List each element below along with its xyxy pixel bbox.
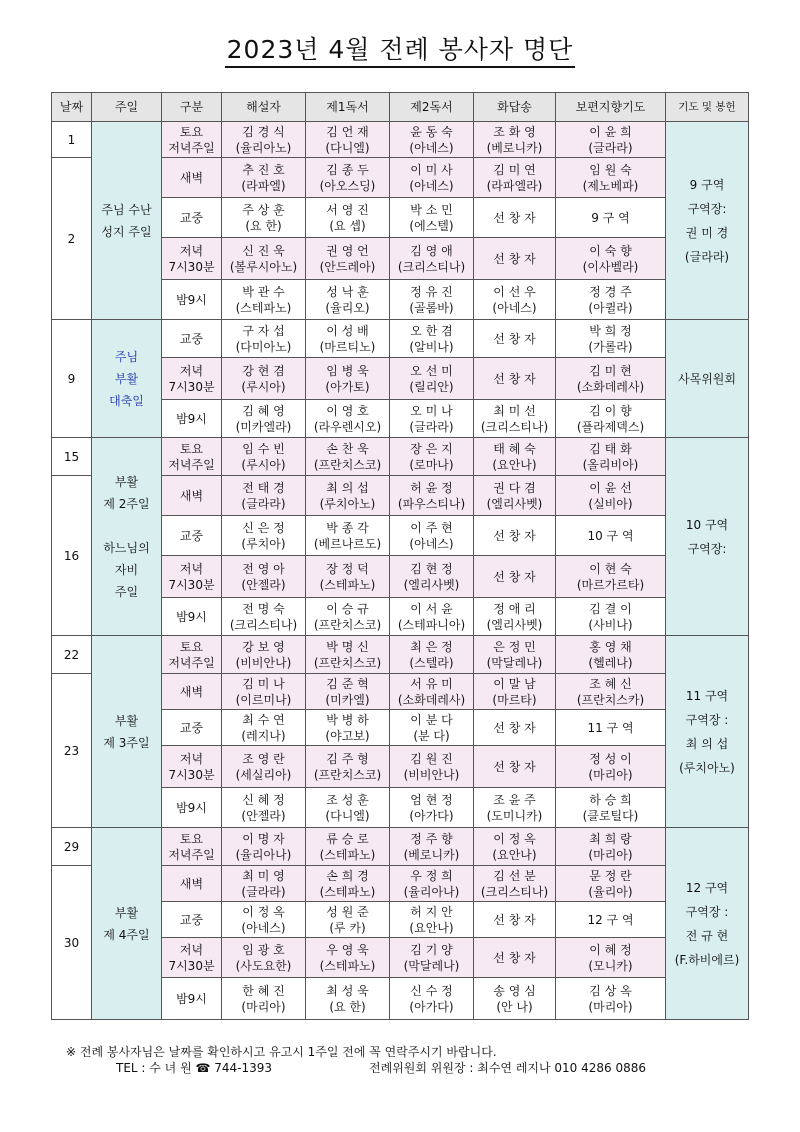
volunteer-cell: 임 광 호 (사도요한): [222, 938, 306, 978]
volunteer-cell: 구 자 섭 (다미아노): [222, 320, 306, 358]
volunteer-cell: 김 미 나 (이르미나): [222, 674, 306, 710]
service-type-cell: 교중: [162, 198, 222, 238]
sunday-cell: 부활 제 4주일: [92, 828, 162, 1020]
volunteer-cell: 최 수 연 (레지나): [222, 710, 306, 746]
service-type-cell: 새벽: [162, 476, 222, 516]
volunteer-cell: 서 유 미 (소화데레사): [390, 674, 474, 710]
volunteer-cell: 최 미 선 (크리스티나): [474, 400, 556, 438]
volunteer-cell: 이 윤 희 (글라라): [556, 122, 666, 158]
volunteer-cell: 우 영 욱 (스테파노): [306, 938, 390, 978]
volunteer-cell: 김 영 애 (크리스티나): [390, 238, 474, 280]
header-row: [52, 93, 749, 122]
volunteer-cell: 이 선 우 (아네스): [474, 280, 556, 320]
volunteer-cell: 조 윤 주 (도미니카): [474, 788, 556, 828]
volunteer-cell: 김 결 이 (사비나): [556, 598, 666, 636]
volunteer-cell: 손 희 경 (스테파노): [306, 866, 390, 902]
volunteer-cell: 신 혜 정 (안젤라): [222, 788, 306, 828]
volunteer-cell: 이 승 규 (프란치스코): [306, 598, 390, 636]
volunteer-cell: 정 애 리 (엘리사벳): [474, 598, 556, 636]
service-type-cell: 밤9시: [162, 598, 222, 636]
volunteer-cell: 성 낙 훈 (율리오): [306, 280, 390, 320]
volunteer-cell: 김 이 향 (플라제덱스): [556, 400, 666, 438]
volunteer-cell: 김 기 양 (막달레나): [390, 938, 474, 978]
table-row: [52, 636, 749, 674]
volunteer-cell: 이 정 옥 (아네스): [222, 902, 306, 938]
offering-cell: 12 구역 구역장 : 전 규 현 (F.하비에르): [666, 828, 749, 1020]
volunteer-cell: 선 창 자: [474, 902, 556, 938]
volunteer-cell: 선 창 자: [474, 358, 556, 400]
volunteer-cell: 우 정 희 (율리아나): [390, 866, 474, 902]
volunteer-cell: 권 영 언 (안드레아): [306, 238, 390, 280]
volunteer-cell: 전 태 경 (글라라): [222, 476, 306, 516]
service-type-cell: 저녁 7시30분: [162, 938, 222, 978]
service-type-cell: 새벽: [162, 674, 222, 710]
volunteer-cell: 이 정 옥 (요안나): [474, 828, 556, 866]
service-type-cell: 교중: [162, 902, 222, 938]
schedule-body: [52, 122, 749, 1020]
volunteer-cell: 이 분 다 (분 다): [390, 710, 474, 746]
volunteer-cell: 최 의 섭 (루치아노): [306, 476, 390, 516]
date-cell: 15: [52, 438, 92, 476]
volunteer-cell: 김 미 현 (소화데레사): [556, 358, 666, 400]
volunteer-cell: 김 태 화 (올리비아): [556, 438, 666, 476]
volunteer-cell: 이 말 남 (마르타): [474, 674, 556, 710]
header-cell: 주일: [92, 93, 162, 122]
volunteer-cell: 12 구 역: [556, 902, 666, 938]
volunteer-cell: 김 현 정 (엘리사벳): [390, 556, 474, 598]
volunteer-cell: 하 승 희 (클로틸다): [556, 788, 666, 828]
volunteer-cell: 박 명 신 (프란치스코): [306, 636, 390, 674]
volunteer-cell: 박 소 민 (에스텔): [390, 198, 474, 238]
table-row: [52, 828, 749, 866]
volunteer-cell: 선 창 자: [474, 238, 556, 280]
volunteer-cell: 손 찬 욱 (프란치스코): [306, 438, 390, 476]
header-cell: 제1독서: [306, 93, 390, 122]
service-type-cell: 새벽: [162, 866, 222, 902]
table-row: [52, 320, 749, 358]
volunteer-cell: 선 창 자: [474, 516, 556, 556]
volunteer-cell: 조 성 훈 (다니엘): [306, 788, 390, 828]
volunteer-cell: 선 창 자: [474, 710, 556, 746]
volunteer-cell: 이 서 윤 (스테파니아): [390, 598, 474, 636]
volunteer-cell: 오 미 나 (글라라): [390, 400, 474, 438]
volunteer-cell: 주 상 훈 (요 한): [222, 198, 306, 238]
volunteer-cell: 최 희 랑 (마리아): [556, 828, 666, 866]
volunteer-cell: 김 언 재 (다니엘): [306, 122, 390, 158]
volunteer-cell: 선 창 자: [474, 556, 556, 598]
header-cell: 구분: [162, 93, 222, 122]
volunteer-cell: 9 구 역: [556, 198, 666, 238]
volunteer-cell: 김 종 두 (아오스딩): [306, 158, 390, 198]
schedule-table: [51, 92, 749, 1020]
table-row: [52, 438, 749, 476]
volunteer-cell: 김 혜 영 (미카엘라): [222, 400, 306, 438]
service-type-cell: 저녁 7시30분: [162, 556, 222, 598]
volunteer-cell: 태 혜 숙 (요안나): [474, 438, 556, 476]
volunteer-cell: 이 윤 선 (실비아): [556, 476, 666, 516]
table-row: [52, 122, 749, 158]
volunteer-cell: 선 창 자: [474, 746, 556, 788]
footer-chair: 전례위원회 위원장 : 최수연 레지나 010 4286 0886: [369, 1061, 647, 1075]
volunteer-cell: 김 원 진 (비비안나): [390, 746, 474, 788]
header-cell: 해설자: [222, 93, 306, 122]
date-cell: 29: [52, 828, 92, 866]
date-cell: 30: [52, 866, 92, 1020]
volunteer-cell: 최 미 영 (글라라): [222, 866, 306, 902]
volunteer-cell: 신 수 정 (아가다): [390, 978, 474, 1020]
header-cell: 기도 및 봉헌: [666, 93, 749, 122]
date-cell: 16: [52, 476, 92, 636]
volunteer-cell: 박 관 수 (스테파노): [222, 280, 306, 320]
volunteer-cell: 김 미 연 (라파엘라): [474, 158, 556, 198]
sunday-cell: 부활 제 2주일 하느님의 자비 주일: [92, 438, 162, 636]
volunteer-cell: 정 주 향 (베로니카): [390, 828, 474, 866]
volunteer-cell: 김 상 옥 (마리아): [556, 978, 666, 1020]
volunteer-cell: 전 명 숙 (크리스티나): [222, 598, 306, 636]
volunteer-cell: 강 현 겸 (루시아): [222, 358, 306, 400]
volunteer-cell: 전 영 아 (안젤라): [222, 556, 306, 598]
volunteer-cell: 류 승 로 (스테파노): [306, 828, 390, 866]
volunteer-cell: 추 진 호 (라파엘): [222, 158, 306, 198]
volunteer-cell: 조 화 영 (베로니카): [474, 122, 556, 158]
footer-note: ※ 전례 봉사자님은 날짜를 확인하시고 유고시 1주일 전에 꼭 연락주시기 바랍니다.: [66, 1045, 497, 1059]
volunteer-cell: 김 주 형 (프란치스코): [306, 746, 390, 788]
volunteer-cell: 선 창 자: [474, 320, 556, 358]
volunteer-cell: 서 영 진 (요 셉): [306, 198, 390, 238]
service-type-cell: 교중: [162, 710, 222, 746]
volunteer-cell: 권 다 겸 (엘리사벳): [474, 476, 556, 516]
volunteer-cell: 임 원 숙 (제노베파): [556, 158, 666, 198]
volunteer-cell: 신 은 정 (루치아): [222, 516, 306, 556]
volunteer-cell: 장 정 덕 (스테파노): [306, 556, 390, 598]
service-type-cell: 밤9시: [162, 280, 222, 320]
service-type-cell: 저녁 7시30분: [162, 238, 222, 280]
volunteer-cell: 허 윤 정 (파우스티나): [390, 476, 474, 516]
service-type-cell: 토요 저녁주일: [162, 438, 222, 476]
service-type-cell: 교중: [162, 516, 222, 556]
volunteer-cell: 이 숙 향 (이사벨라): [556, 238, 666, 280]
header-cell: 날짜: [52, 93, 92, 122]
offering-cell: 11 구역 구역장 : 최 의 섭 (루치아노): [666, 636, 749, 828]
page-title-wrap: [0, 30, 800, 66]
volunteer-cell: 은 정 민 (막달레나): [474, 636, 556, 674]
offering-cell: 10 구역 구역장:: [666, 438, 749, 636]
volunteer-cell: 송 영 심 (안 나): [474, 978, 556, 1020]
date-cell: 2: [52, 158, 92, 320]
volunteer-cell: 김 경 식 (율리아노): [222, 122, 306, 158]
service-type-cell: 저녁 7시30분: [162, 358, 222, 400]
volunteer-cell: 이 영 호 (라우렌시오): [306, 400, 390, 438]
volunteer-cell: 신 진 욱 (볼루시아노): [222, 238, 306, 280]
service-type-cell: 밤9시: [162, 978, 222, 1020]
volunteer-cell: 선 창 자: [474, 938, 556, 978]
header-cell: 보편지향기도: [556, 93, 666, 122]
date-cell: 22: [52, 636, 92, 674]
sunday-cell: 주님 부활 대축일: [92, 320, 162, 438]
volunteer-cell: 성 원 준 (루 카): [306, 902, 390, 938]
volunteer-cell: 홍 영 채 (헬레나): [556, 636, 666, 674]
sunday-cell: 부활 제 3주일: [92, 636, 162, 828]
volunteer-cell: 정 유 진 (골롬바): [390, 280, 474, 320]
service-type-cell: 교중: [162, 320, 222, 358]
header-cell: 화답송: [474, 93, 556, 122]
volunteer-cell: 이 명 자 (율리아나): [222, 828, 306, 866]
volunteer-cell: 11 구 역: [556, 710, 666, 746]
page-title: 2023년 4월 전례 봉사자 명단: [225, 35, 576, 68]
sunday-cell: 주님 수난 성지 주일: [92, 122, 162, 320]
volunteer-cell: 엄 현 정 (아가다): [390, 788, 474, 828]
date-cell: 9: [52, 320, 92, 438]
volunteer-cell: 오 한 겸 (알비나): [390, 320, 474, 358]
footer-tel: TEL : 수 녀 원 ☎ 744-1393: [116, 1061, 273, 1075]
volunteer-cell: 허 지 안 (요안나): [390, 902, 474, 938]
service-type-cell: 밤9시: [162, 788, 222, 828]
volunteer-cell: 박 종 각 (베르나르도): [306, 516, 390, 556]
volunteer-cell: 김 준 혁 (미카엘): [306, 674, 390, 710]
volunteer-cell: 이 주 현 (아네스): [390, 516, 474, 556]
volunteer-cell: 박 병 하 (야고보): [306, 710, 390, 746]
service-type-cell: 토요 저녁주일: [162, 636, 222, 674]
volunteer-cell: 윤 동 숙 (아네스): [390, 122, 474, 158]
volunteer-cell: 조 영 란 (세실리아): [222, 746, 306, 788]
volunteer-cell: 김 선 분 (크리스티나): [474, 866, 556, 902]
offering-cell: 9 구역 구역장: 권 미 경 (글라라): [666, 122, 749, 320]
header-cell: 제2독서: [390, 93, 474, 122]
volunteer-cell: 임 병 욱 (아가토): [306, 358, 390, 400]
volunteer-cell: 선 창 자: [474, 198, 556, 238]
volunteer-cell: 정 성 이 (마리아): [556, 746, 666, 788]
volunteer-cell: 박 희 정 (가롤라): [556, 320, 666, 358]
volunteer-cell: 조 혜 신 (프란치스카): [556, 674, 666, 710]
service-type-cell: 토요 저녁주일: [162, 122, 222, 158]
date-cell: 23: [52, 674, 92, 828]
volunteer-cell: 한 혜 진 (마리아): [222, 978, 306, 1020]
volunteer-cell: 이 혜 정 (모니카): [556, 938, 666, 978]
volunteer-cell: 이 미 사 (아네스): [390, 158, 474, 198]
service-type-cell: 새벽: [162, 158, 222, 198]
volunteer-cell: 임 수 빈 (루시아): [222, 438, 306, 476]
volunteer-cell: 장 은 지 (로마나): [390, 438, 474, 476]
service-type-cell: 밤9시: [162, 400, 222, 438]
volunteer-cell: 최 은 정 (스텔라): [390, 636, 474, 674]
volunteer-cell: 이 성 배 (마르티노): [306, 320, 390, 358]
volunteer-cell: 최 성 욱 (요 한): [306, 978, 390, 1020]
service-type-cell: 토요 저녁주일: [162, 828, 222, 866]
volunteer-cell: 오 선 미 (릴리안): [390, 358, 474, 400]
service-type-cell: 저녁 7시30분: [162, 746, 222, 788]
volunteer-cell: 이 현 숙 (마르가르타): [556, 556, 666, 598]
volunteer-cell: 문 정 란 (율리아): [556, 866, 666, 902]
volunteer-cell: 10 구 역: [556, 516, 666, 556]
volunteer-cell: 강 보 영 (비비안나): [222, 636, 306, 674]
volunteer-cell: 정 경 주 (아퀼라): [556, 280, 666, 320]
date-cell: 1: [52, 122, 92, 158]
offering-cell: 사목위원회: [666, 320, 749, 438]
